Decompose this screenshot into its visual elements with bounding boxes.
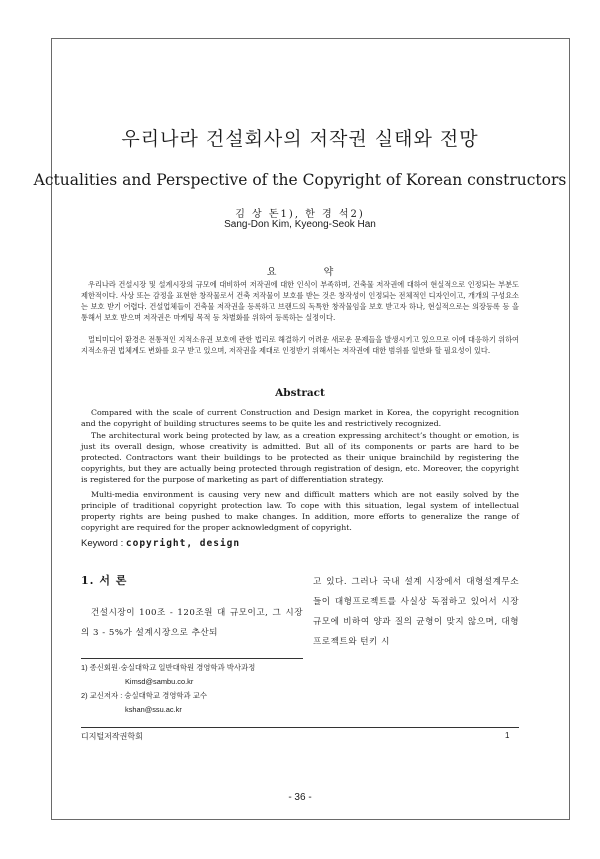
footnote-2-email: kshan@ssu.ac.kr [125, 705, 182, 714]
body-text-left-column: 건설시장이 100조 - 120조원 대 규모이고, 그 시장의 3 - 5%가 설계시장으로 추산되 [81, 608, 303, 638]
abstract-paragraph: The architectural work being protected by law, as a creation expressing architect’s thought or emotion, is just its overall design, whose creativity is admitted. But all of its components or parts are hard to be protected. Contractors want their buildings to be protected as their unique brainchild by registering the copyrights, but they are actually being protected through registration of design, etc. Moreover, the copyright is registered for the purpose of marketing as part of differentiation strategy. [81, 431, 519, 484]
footnote-1: 1) 종신회원·숭실대학교 일반대학원 경영학과 박사과정 [81, 663, 256, 672]
authors-korean: 김 상 돈1), 한 경 석2) [235, 209, 365, 220]
keyword-label: Keyword : [81, 538, 124, 549]
footnote-divider [81, 658, 303, 659]
summary-heading: 요 약 [266, 267, 356, 278]
keyword-value: copyright, design [125, 538, 241, 549]
page-border [51, 38, 570, 820]
issue-number: 1 [505, 731, 510, 740]
paper-title-korean: 우리나라 건설회사의 저작권 실태와 전망 [121, 128, 479, 150]
keywords [81, 538, 240, 549]
page-number: - 36 - [288, 792, 312, 803]
summary-paragraph: 멀티미디어 환경은 전통적인 지적소유권 보호에 관한 법리로 해결하기 어려운 새로운 문제들을 발생시키고 있으므로 이에 대응하기 위하여 지적소유권 법체계도 변화를 요구 받고 있으며, 저작권을 제대로 인정받기 위해서는 저작권에 대한 범위를 일반화 할 필요성이 있다. [81, 335, 519, 355]
journal-name: 디지털저작권학회 [81, 732, 143, 741]
abstract-paragraph: Compared with the scale of current Construction and Design market in Korea, the copyright recognition and the copyright of building structures seems to be quite les and restrictively recognized. [81, 408, 519, 428]
footer-divider [81, 727, 519, 728]
footnote-2: 2) 교신저자 : 숭실대학교 경영학과 교수 [81, 691, 207, 700]
authors-english: Sang-Don Kim, Kyeong-Seok Han [224, 219, 376, 230]
paper-title-english: Actualities and Perspective of the Copyright of Korean constructors [33, 171, 567, 189]
summary-paragraph: 우리나라 건설시장 및 설계시장의 규모에 대비하여 저작권에 대한 인식이 부족하며, 건축물 저작권에 대하여 현실적으로 인정되는 부분도 제한적이다. 사상 또는 감정을 표현한 창작물로서 건축 저작물이 보호를 받는 것은 창작성이 인정되는 전체적인 디자인이고, 개개의 구성요소는 보호 받기 어렵다. 건설업체들이 건축물 저작권을 등록하고 브랜드의 독특한 창작물임을 보호 받고자 하나, 현실적으로는 의장등록 등 을 통해서 보호 받으며 저작권은 마케팅 목적 등 차별화를 위하여 등록하는 실정이다. [81, 280, 519, 322]
abstract-paragraph: Multi-media environment is causing very new and difficult matters which are not easily solved by the principle of traditional copyright protection law. To cope with this situation, legal system of intellectual property rights are being pushed to make changes. In addition, more efforts to generalize the range of copyright are required for the proper acknowledgment of copyright. [81, 490, 519, 532]
footnote-1-email: Kimsd@sambu.co.kr [125, 677, 194, 686]
abstract-heading: Abstract [275, 387, 325, 399]
section-heading-introduction: 1. 서 론 [81, 574, 128, 587]
body-text-right-column: 고 있다. 그러나 국내 설계 시장에서 대형설계무소들이 대형프로젝트를 사실상 독점하고 있어서 시장규모에 비하여 양과 질의 균형이 맞지 않으며, 대형프로젝트와 턴키 시 [313, 577, 519, 647]
